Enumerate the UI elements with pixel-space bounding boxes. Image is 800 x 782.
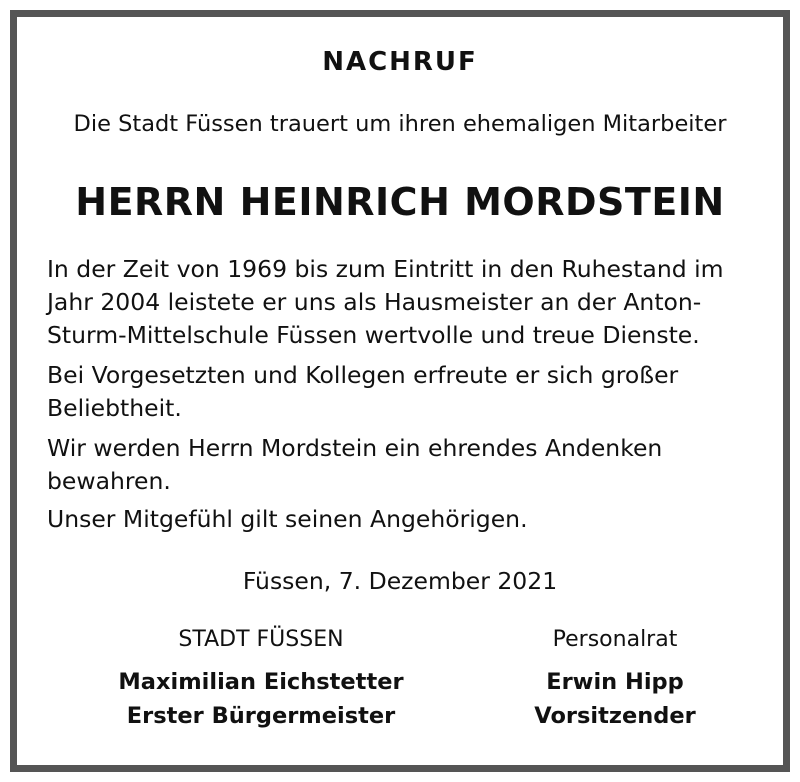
service-paragraph: In der Zeit von 1969 bis zum Eintritt in den Ruhestand im Jahr 2004 leistete er uns als Hausmeister an der Anton-Sturm-Mittelschule Füssen wertvolle und treue Dienste.: [47, 255, 724, 349]
signature-role: Erster Bürgermeister: [126, 703, 396, 729]
signature-name: Maximilian Eichstetter: [118, 669, 404, 695]
signature-name: Erwin Hipp: [546, 669, 684, 695]
signature-organization: STADT FÜSSEN: [178, 627, 344, 652]
remembrance-paragraph: Wir werden Herrn Mordstein ein ehrendes Andenken bewahren.: [47, 434, 663, 495]
condolence-paragraph: Unser Mitgefühl gilt seinen Angehörigen.: [47, 505, 528, 533]
notice-heading: NACHRUF: [322, 47, 478, 77]
notice-intro: Die Stadt Füssen trauert um ihren ehemaligen Mitarbeiter: [73, 111, 727, 137]
deceased-name: HERRN HEINRICH MORDSTEIN: [75, 180, 725, 224]
signature-organization: Personalrat: [552, 627, 678, 652]
signature-role: Vorsitzender: [534, 703, 696, 729]
dateline: Füssen, 7. Dezember 2021: [242, 567, 558, 595]
popularity-paragraph: Bei Vorgesetzten und Kollegen erfreute er sich großer Beliebtheit.: [47, 361, 679, 422]
